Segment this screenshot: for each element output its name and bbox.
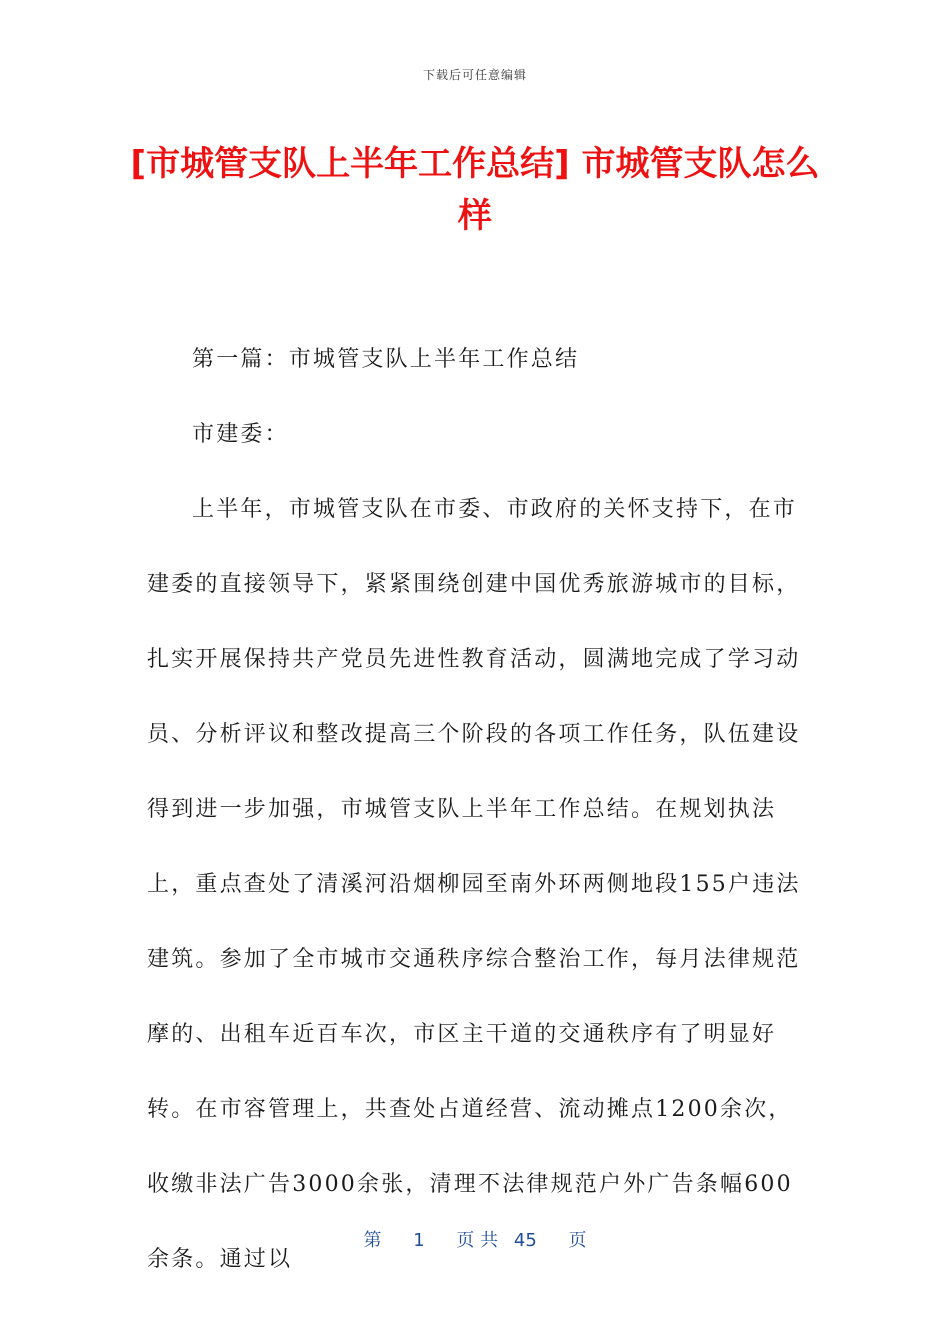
salutation: 市建委：: [192, 422, 289, 447]
page-footer: [0, 1226, 950, 1252]
document-title: [市城管支队上半年工作总结] 市城管支队怎么样: [130, 144, 820, 236]
footer-middle: 页 共: [456, 1230, 499, 1251]
footer-total-pages: 45: [513, 1230, 537, 1251]
footer-prefix: 第: [363, 1230, 382, 1251]
body-paragraph: 上半年，市城管支队在市委、市政府的关怀支持下，在市建委的直接领导下，紧紧围绕创建中国优秀旅游城市的目标，扎实开展保持共产党员先进性教育活动，圆满地完成了学习动员、分析评议和整改提高三个阶段的各项工作任务，队伍建设得到进一步加强，市城管支队上半年工作总结。在规划执法上，重点查处了清溪河沿烟柳园至南外环两侧地段155户违法建筑。参加了全市城市交通秩序综合整治工作，每月法律规范摩的、出租车近百车次，市区主干道的交通秩序有了明显好转。在市容管理上，共查处占道经营、流动摊点1200余次，收缴非法广告3000余张，清理不法律规范户外广告条幅600余条。通过以: [147, 497, 801, 1272]
document-body: [147, 322, 807, 1297]
footer-suffix: 页: [568, 1230, 587, 1251]
section-heading: 第一篇：市城管支队上半年工作总结: [192, 347, 580, 372]
header-note: 下载后可任意编辑: [422, 68, 527, 82]
footer-current-page: 1: [413, 1230, 425, 1251]
